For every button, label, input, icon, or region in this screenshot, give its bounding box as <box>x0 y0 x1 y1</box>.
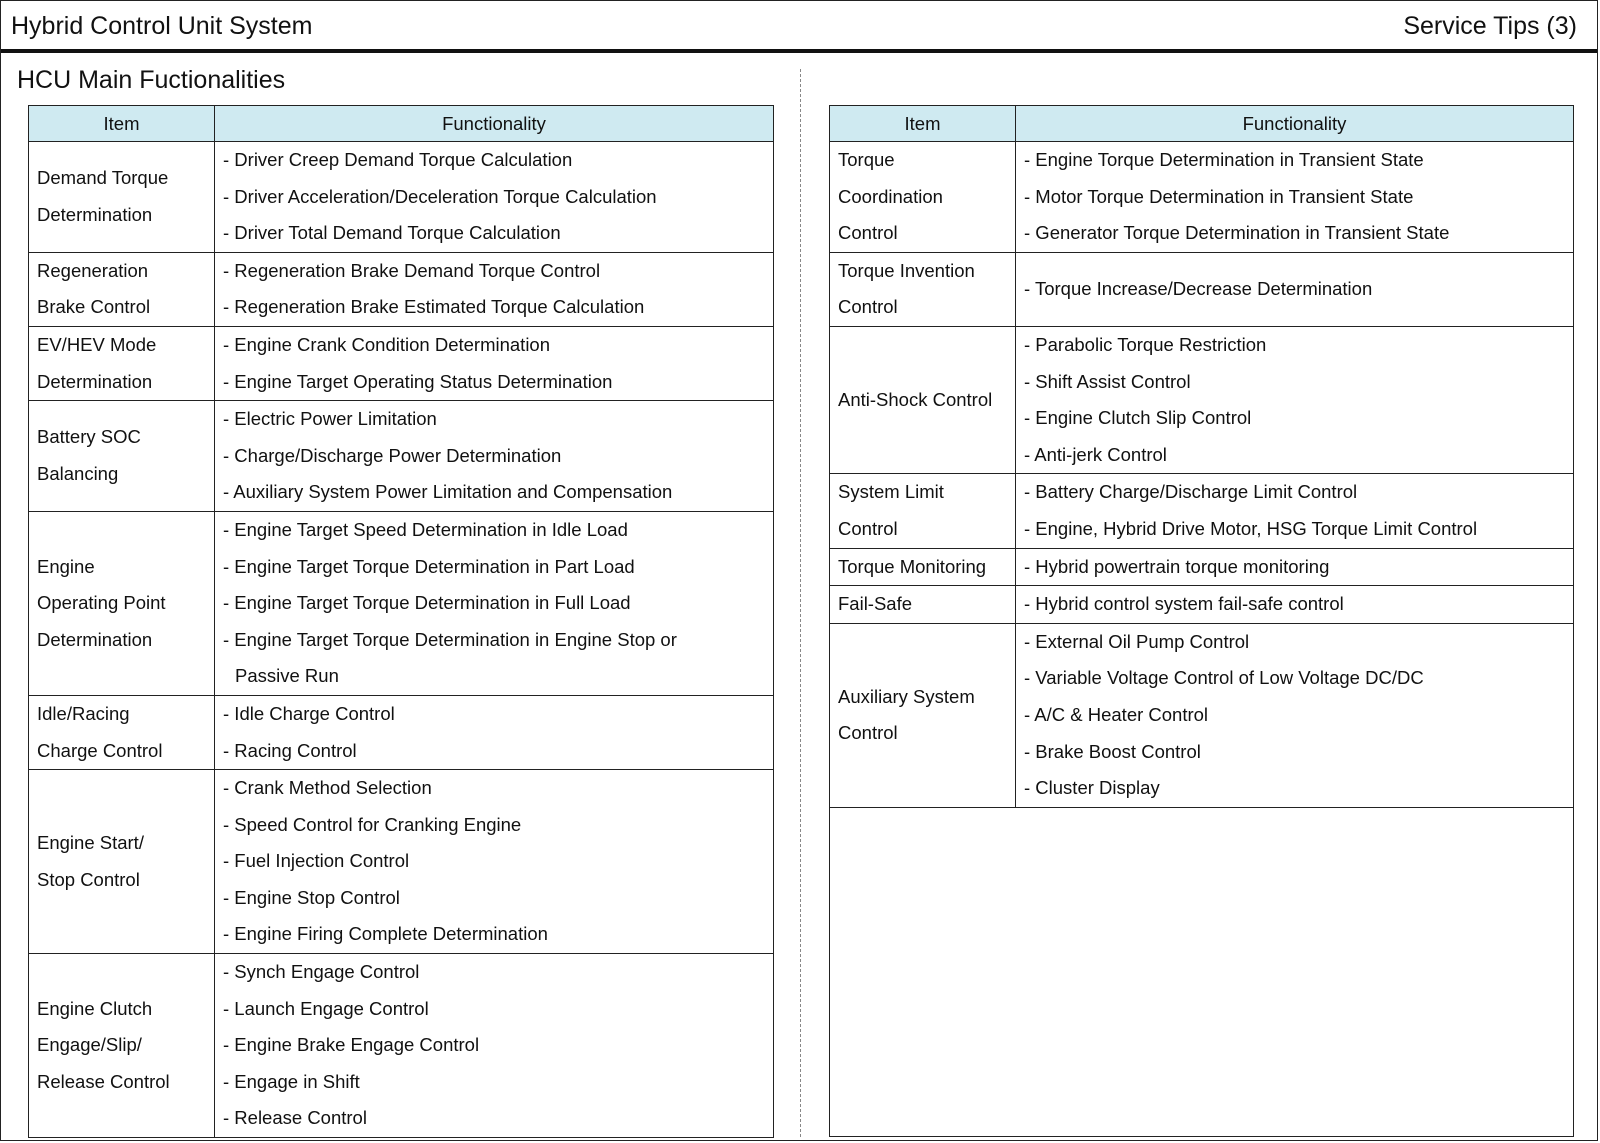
functionality-cell <box>215 511 774 695</box>
item-label-line: Brake Control <box>37 296 151 318</box>
item-column-header: Item <box>29 106 215 142</box>
item-label-line: Engage/Slip/ <box>37 1034 142 1056</box>
functionality-line: - Anti-jerk Control <box>1024 443 1167 465</box>
functionality-line: - Shift Assist Control <box>1024 370 1191 392</box>
functionality-cell <box>215 770 774 954</box>
functionality-line: - Speed Control for Cranking Engine <box>223 813 522 835</box>
item-label-line: Torque Monitoring <box>838 555 987 577</box>
functionality-line: - Engine Target Torque Determination in Full Load <box>223 592 631 614</box>
functionality-line: - Engine Target Torque Determination in Part Load <box>223 555 635 577</box>
table-row <box>830 326 1574 473</box>
item-label-line: Engine Start/ <box>37 831 144 853</box>
item-cell <box>830 586 1016 624</box>
functionality-cell <box>1016 548 1574 586</box>
item-label-line: Operating Point <box>37 592 166 614</box>
empty-cell <box>830 807 1574 1136</box>
functionality-cell <box>1016 252 1574 326</box>
item-label-line: Control <box>838 222 898 244</box>
item-cell <box>29 401 215 512</box>
table-row <box>830 142 1574 253</box>
functionality-cell <box>1016 326 1574 473</box>
item-label-line: Demand Torque <box>37 167 169 189</box>
item-label-line: Control <box>838 296 898 318</box>
item-label-line: Torque <box>838 149 895 170</box>
functionality-line: - Auxiliary System Power Limitation and Compensation <box>223 481 673 503</box>
functionality-column-header: Functionality <box>1016 106 1574 142</box>
functionality-line: - Idle Charge Control <box>223 702 395 724</box>
table-header-row <box>830 106 1574 142</box>
functionality-line: - Engage in Shift <box>223 1070 360 1092</box>
functionality-line: - Engine Brake Engage Control <box>223 1034 480 1056</box>
item-label-line: System Limit <box>838 481 944 503</box>
item-label-line: Determination <box>37 203 153 225</box>
functionality-line: Passive Run <box>235 665 339 687</box>
functionality-line: - Regeneration Brake Estimated Torque Calculation <box>223 296 645 318</box>
item-label-line: Anti-Shock Control <box>838 388 993 410</box>
item-label-line: Control <box>838 722 898 744</box>
table-row <box>830 623 1574 807</box>
functionality-line: - Hybrid control system fail-safe control <box>1024 593 1344 615</box>
item-cell <box>29 695 215 769</box>
page-label: Service Tips (3) <box>1403 12 1577 40</box>
item-cell <box>29 954 215 1138</box>
functionality-line: - Brake Boost Control <box>1024 740 1201 762</box>
functionality-line: - Engine Crank Condition Determination <box>223 333 551 355</box>
functionality-line: - Release Control <box>223 1107 367 1129</box>
functionality-cell <box>215 954 774 1138</box>
item-cell <box>830 623 1016 807</box>
functionality-line: - Driver Creep Demand Torque Calculation <box>223 149 573 170</box>
functionality-line: - Fuel Injection Control <box>223 850 410 872</box>
functionality-line: - Hybrid powertrain torque monitoring <box>1024 555 1330 577</box>
table-header-row <box>29 106 774 142</box>
functionality-table-left <box>28 105 774 1138</box>
functionality-line: - Regeneration Brake Demand Torque Control <box>223 259 601 281</box>
column-divider <box>800 69 801 1137</box>
table-row <box>29 695 774 769</box>
functionality-line: - Engine Target Operating Status Determination <box>223 370 613 392</box>
page-header <box>1 1 1597 53</box>
functionality-line: - Motor Torque Determination in Transient State <box>1024 185 1414 207</box>
item-cell <box>830 142 1016 253</box>
functionality-line: - Driver Total Demand Torque Calculation <box>223 222 561 244</box>
table-row <box>830 252 1574 326</box>
item-label-line: Battery SOC <box>37 426 141 448</box>
item-label-line: Auxiliary System <box>838 685 975 707</box>
table-row <box>29 511 774 695</box>
table-row <box>830 474 1574 548</box>
item-label-line: Stop Control <box>37 868 140 890</box>
item-label-line: Release Control <box>37 1070 170 1092</box>
functionality-line: - Engine, Hybrid Drive Motor, HSG Torque Limit Control <box>1024 517 1478 539</box>
item-label-line: Balancing <box>37 463 119 485</box>
functionality-line: - Launch Engage Control <box>223 997 429 1019</box>
item-label-line: EV/HEV Mode <box>37 333 157 355</box>
functionality-table-right <box>829 105 1574 1137</box>
item-label-line: Charge Control <box>37 739 163 761</box>
functionality-line: - Cluster Display <box>1024 777 1160 799</box>
functionality-cell <box>1016 586 1574 624</box>
functionality-cell <box>1016 474 1574 548</box>
functionality-line: - Racing Control <box>223 739 357 761</box>
functionality-line: - Charge/Discharge Power Determination <box>223 444 562 466</box>
item-label-line: Fail-Safe <box>838 593 913 615</box>
functionality-cell <box>215 142 774 253</box>
functionality-line: - Engine Target Speed Determination in Idle Load <box>223 518 628 540</box>
functionality-line: - Engine Target Torque Determination in Engine Stop or <box>223 628 677 650</box>
table-row <box>29 954 774 1138</box>
functionality-line: - Synch Engage Control <box>223 961 420 983</box>
table-row <box>830 586 1574 624</box>
functionality-cell <box>215 401 774 512</box>
functionality-line: - Generator Torque Determination in Transient State <box>1024 222 1450 244</box>
functionality-line: - Engine Torque Determination in Transient State <box>1024 149 1424 170</box>
functionality-line: - Battery Charge/Discharge Limit Control <box>1024 481 1358 503</box>
item-label-line: Control <box>838 517 898 539</box>
item-cell <box>29 252 215 326</box>
table-row <box>29 401 774 512</box>
functionality-line: - Engine Stop Control <box>223 886 400 908</box>
item-label-line: Coordination <box>838 185 943 207</box>
functionality-line: - Engine Clutch Slip Control <box>1024 407 1252 429</box>
functionality-line: - Driver Acceleration/Deceleration Torque Calculation <box>223 185 657 207</box>
item-column-header: Item <box>830 106 1016 142</box>
functionality-line: - Electric Power Limitation <box>223 408 437 430</box>
functionality-line: - Torque Increase/Decrease Determination <box>1024 278 1373 300</box>
item-cell <box>29 511 215 695</box>
item-label-line: Torque Invention <box>838 259 975 281</box>
item-label-line: Engine Clutch <box>37 997 153 1019</box>
functionality-line: - External Oil Pump Control <box>1024 630 1250 652</box>
section-title: HCU Main Fuctionalities <box>17 66 286 94</box>
table-row <box>29 142 774 253</box>
item-cell <box>830 252 1016 326</box>
functionality-line: - Variable Voltage Control of Low Voltage DC/DC <box>1024 667 1424 689</box>
functionality-cell <box>215 695 774 769</box>
item-cell <box>29 142 215 253</box>
table-row <box>830 548 1574 586</box>
item-label-line: Regeneration <box>37 259 149 281</box>
functionality-cell <box>1016 623 1574 807</box>
item-label-line: Idle/Racing <box>37 702 130 724</box>
table-row <box>29 326 774 400</box>
functionality-line: - Parabolic Torque Restriction <box>1024 333 1267 355</box>
functionality-cell <box>215 326 774 400</box>
table-row <box>29 770 774 954</box>
table-row <box>29 252 774 326</box>
item-label-line: Determination <box>37 628 153 650</box>
functionality-line: - A/C & Heater Control <box>1024 703 1209 725</box>
item-cell <box>29 770 215 954</box>
functionality-cell <box>1016 142 1574 253</box>
document-title: Hybrid Control Unit System <box>11 12 313 40</box>
functionality-cell <box>215 252 774 326</box>
item-cell <box>29 326 215 400</box>
item-cell <box>830 326 1016 473</box>
functionality-line: - Crank Method Selection <box>223 777 432 799</box>
item-label-line: Engine <box>37 555 95 577</box>
item-cell <box>830 474 1016 548</box>
functionality-column-header: Functionality <box>215 106 774 142</box>
functionality-line: - Engine Firing Complete Determination <box>223 923 548 945</box>
item-cell <box>830 548 1016 586</box>
item-label-line: Determination <box>37 370 153 392</box>
empty-filler-row <box>830 807 1574 1136</box>
